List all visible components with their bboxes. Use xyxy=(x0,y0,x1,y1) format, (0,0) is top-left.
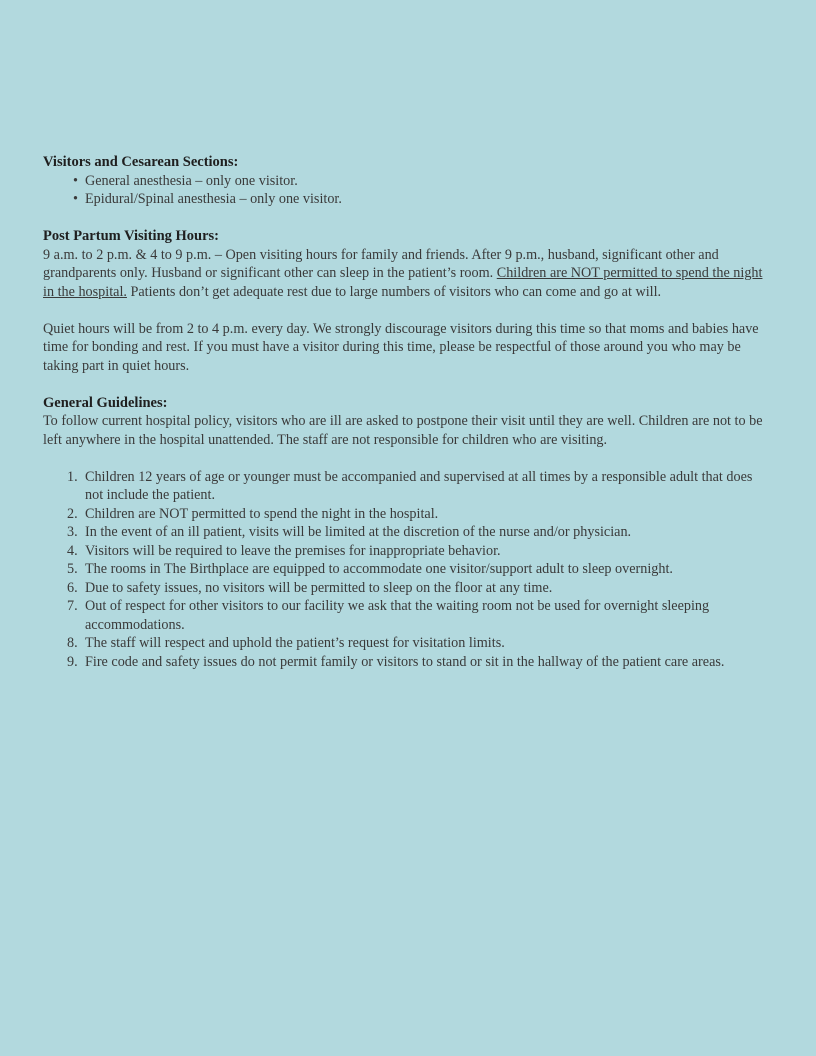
list-item-text: Due to safety issues, no visitors will be permitted to sleep on the floor at any time. xyxy=(85,579,553,596)
list-item-text: Children 12 years of age or younger must be accompanied and supervised at all times by a responsible adult that does not include the patient. xyxy=(85,468,753,503)
list-item-text: Out of respect for other visitors to our facility we ask that the waiting room not be used for overnight sleeping accommodations. xyxy=(85,598,710,633)
guidelines-heading: General Guidelines: xyxy=(43,394,168,411)
bullet-icon: • xyxy=(73,172,78,189)
list-item-text: Visitors will be required to leave the premises for inappropriate behavior. xyxy=(85,542,501,559)
postpartum-text-after: Patients don’t get adequate rest due to large numbers of visitors who can come and go at will. xyxy=(126,283,662,300)
postpartum-paragraph xyxy=(43,246,771,302)
list-item-number: 1. xyxy=(67,468,78,485)
guidelines-intro: To follow current hospital policy, visitors who are ill are asked to postpone their visit until they are well. Children are not to be left anywhere in the hospital unattended. The staff are not responsible for children who are visiting. xyxy=(43,413,763,448)
list-item xyxy=(67,542,771,561)
list-item xyxy=(73,190,771,209)
list-item-number: 5. xyxy=(67,561,78,577)
guidelines-list xyxy=(43,468,771,672)
list-item xyxy=(67,560,771,579)
list-item-text: Children are NOT permitted to spend the night in the hospital. xyxy=(85,505,439,522)
list-item xyxy=(73,172,771,191)
bullet-icon: • xyxy=(73,191,78,207)
list-item xyxy=(67,579,771,598)
list-item-text: The staff will respect and uphold the patient’s request for visitation limits. xyxy=(85,635,505,651)
list-item xyxy=(67,597,771,634)
list-item xyxy=(67,505,771,524)
document-page xyxy=(43,153,771,671)
list-item-text: Fire code and safety issues do not permit family or visitors to stand or sit in the hallway of the patient care areas. xyxy=(85,653,725,670)
list-item-text: In the event of an ill patient, visits will be limited at the discretion of the nurse and/or physician. xyxy=(85,524,632,540)
list-item-number: 8. xyxy=(67,635,78,651)
list-item-text: Epidural/Spinal anesthesia – only one visitor. xyxy=(85,191,342,207)
list-item-number: 4. xyxy=(67,542,78,559)
cesarean-list xyxy=(43,172,771,209)
cesarean-heading: Visitors and Cesarean Sections: xyxy=(43,154,239,170)
list-item-text: General anesthesia – only one visitor. xyxy=(85,172,298,189)
postpartum-text-underlined: Children are NOT permitted to spend the night in the hospital. xyxy=(43,265,763,300)
list-item xyxy=(67,468,771,505)
list-item-number: 7. xyxy=(67,598,78,614)
list-item-number: 2. xyxy=(67,505,78,522)
list-item xyxy=(67,523,771,542)
postpartum-text-before: 9 a.m. to 2 p.m. & 4 to 9 p.m. – Open visiting hours for family and friends. After 9 p.m., husband, significant other and grandparents only. Husband or significant other can sleep in the patient’s room. xyxy=(43,246,719,281)
list-item xyxy=(67,653,771,672)
postpartum-heading: Post Partum Visiting Hours: xyxy=(43,228,220,244)
list-item-number: 9. xyxy=(67,653,78,670)
list-item-number: 3. xyxy=(67,524,78,540)
list-item-text: The rooms in The Birthplace are equipped to accommodate one visitor/support adult to sleep overnight. xyxy=(85,561,673,577)
list-item-number: 6. xyxy=(67,579,78,596)
list-item xyxy=(67,634,771,653)
quiet-hours-paragraph: Quiet hours will be from 2 to 4 p.m. every day. We strongly discourage visitors during this time so that moms and babies have time for bonding and rest. If you must have a visitor during this time, please be respectful of those around you who may be taking part in quiet hours. xyxy=(43,320,759,374)
